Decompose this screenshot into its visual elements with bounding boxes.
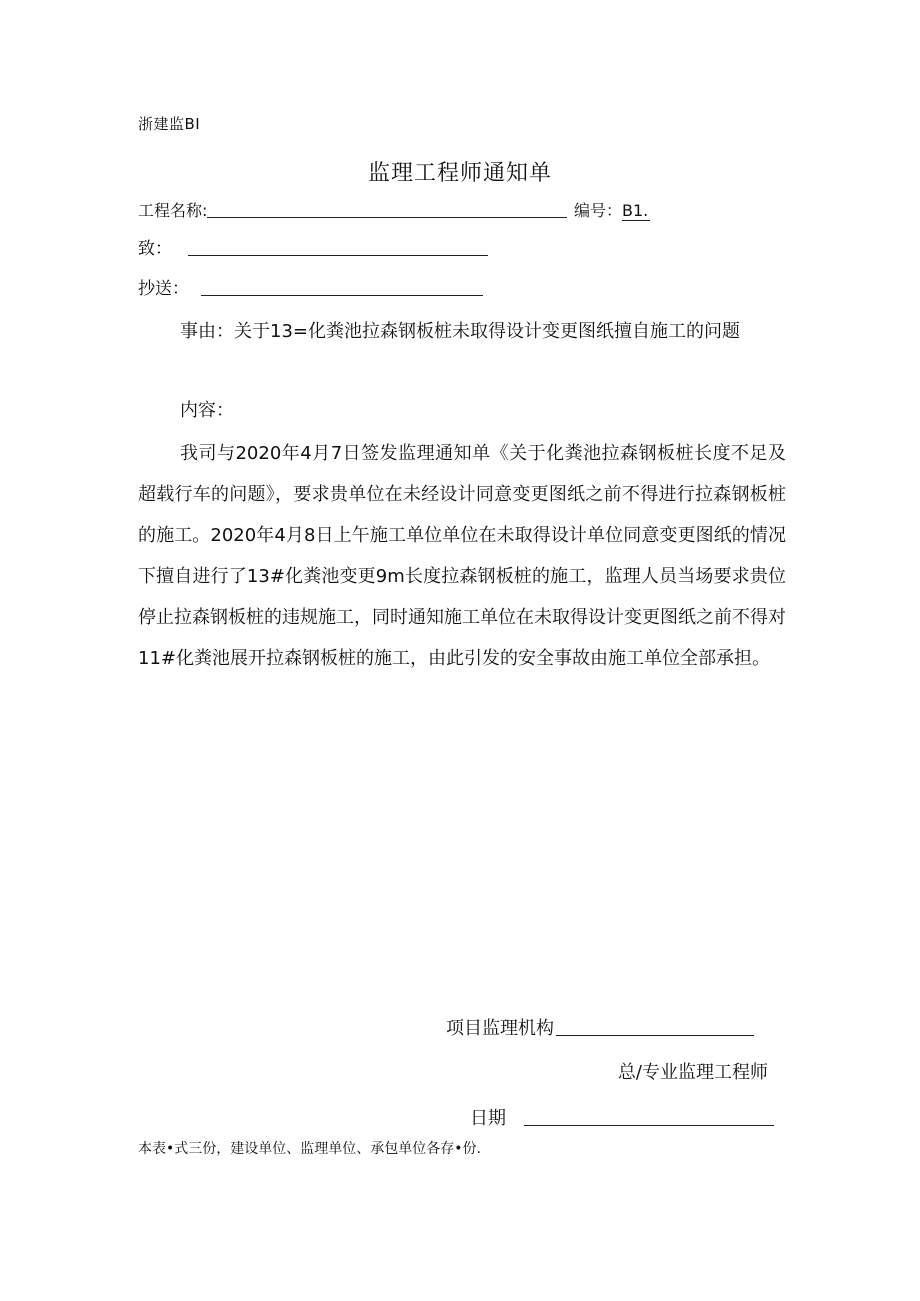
date-blank[interactable] xyxy=(524,1124,774,1126)
form-code: 浙建监BI xyxy=(138,115,201,133)
reason-paragraph: 事由：关于13=化粪池拉森钢板桩未取得设计变更图纸擅自施工的问题 xyxy=(180,321,740,342)
page-title: 监理工程师通知单 xyxy=(367,161,552,186)
date-row xyxy=(470,1104,774,1130)
content-paragraph: 我司与2020年4月7日签发监理通知单《关于化粪池拉森钢板桩长度不足及超载行车的问题》，要求贵单位在未经设计同意变更图纸之前不得进行拉森钢板桩的施工。2020年4月8日上午施工单位单位在未取得设计单位同意变更图纸的情况下擅自进行了13#化粪池变更9m长度拉森钢板桩的施工，监理人员当场要求贵位停止拉森钢板桩的违规施工，同时通知施工单位在未取得设计变更图纸之前不得对11#化粪池展开拉森钢板桩的施工，由此引发的安全事故由施工单位全部承担。 xyxy=(138,443,786,669)
recipient-row xyxy=(138,234,488,259)
number-value: B1. xyxy=(622,201,649,220)
recipient-blank[interactable] xyxy=(188,254,488,256)
project-name-blank[interactable] xyxy=(207,216,567,218)
supervision-org-label: 项目监理机构 xyxy=(446,1018,554,1039)
recipient-label: 致： xyxy=(138,239,172,259)
cc-row xyxy=(138,274,483,299)
number-label: 编号： xyxy=(574,201,623,220)
cc-blank[interactable] xyxy=(201,294,483,296)
number-row xyxy=(574,198,650,221)
engineer-label: 总/专业监理工程师 xyxy=(617,1062,768,1083)
footer-note: 本表•式三份，建设单位、监理单位、承包单位各存•份. xyxy=(138,1141,481,1157)
project-name-row xyxy=(138,198,567,221)
project-name-label: 工程名称: xyxy=(138,201,208,220)
date-label: 日期 xyxy=(470,1108,506,1129)
content-label: 内容： xyxy=(180,400,234,421)
cc-label: 抄送： xyxy=(138,279,189,299)
supervision-org-row xyxy=(446,1014,754,1040)
supervision-org-blank[interactable] xyxy=(556,1034,754,1036)
